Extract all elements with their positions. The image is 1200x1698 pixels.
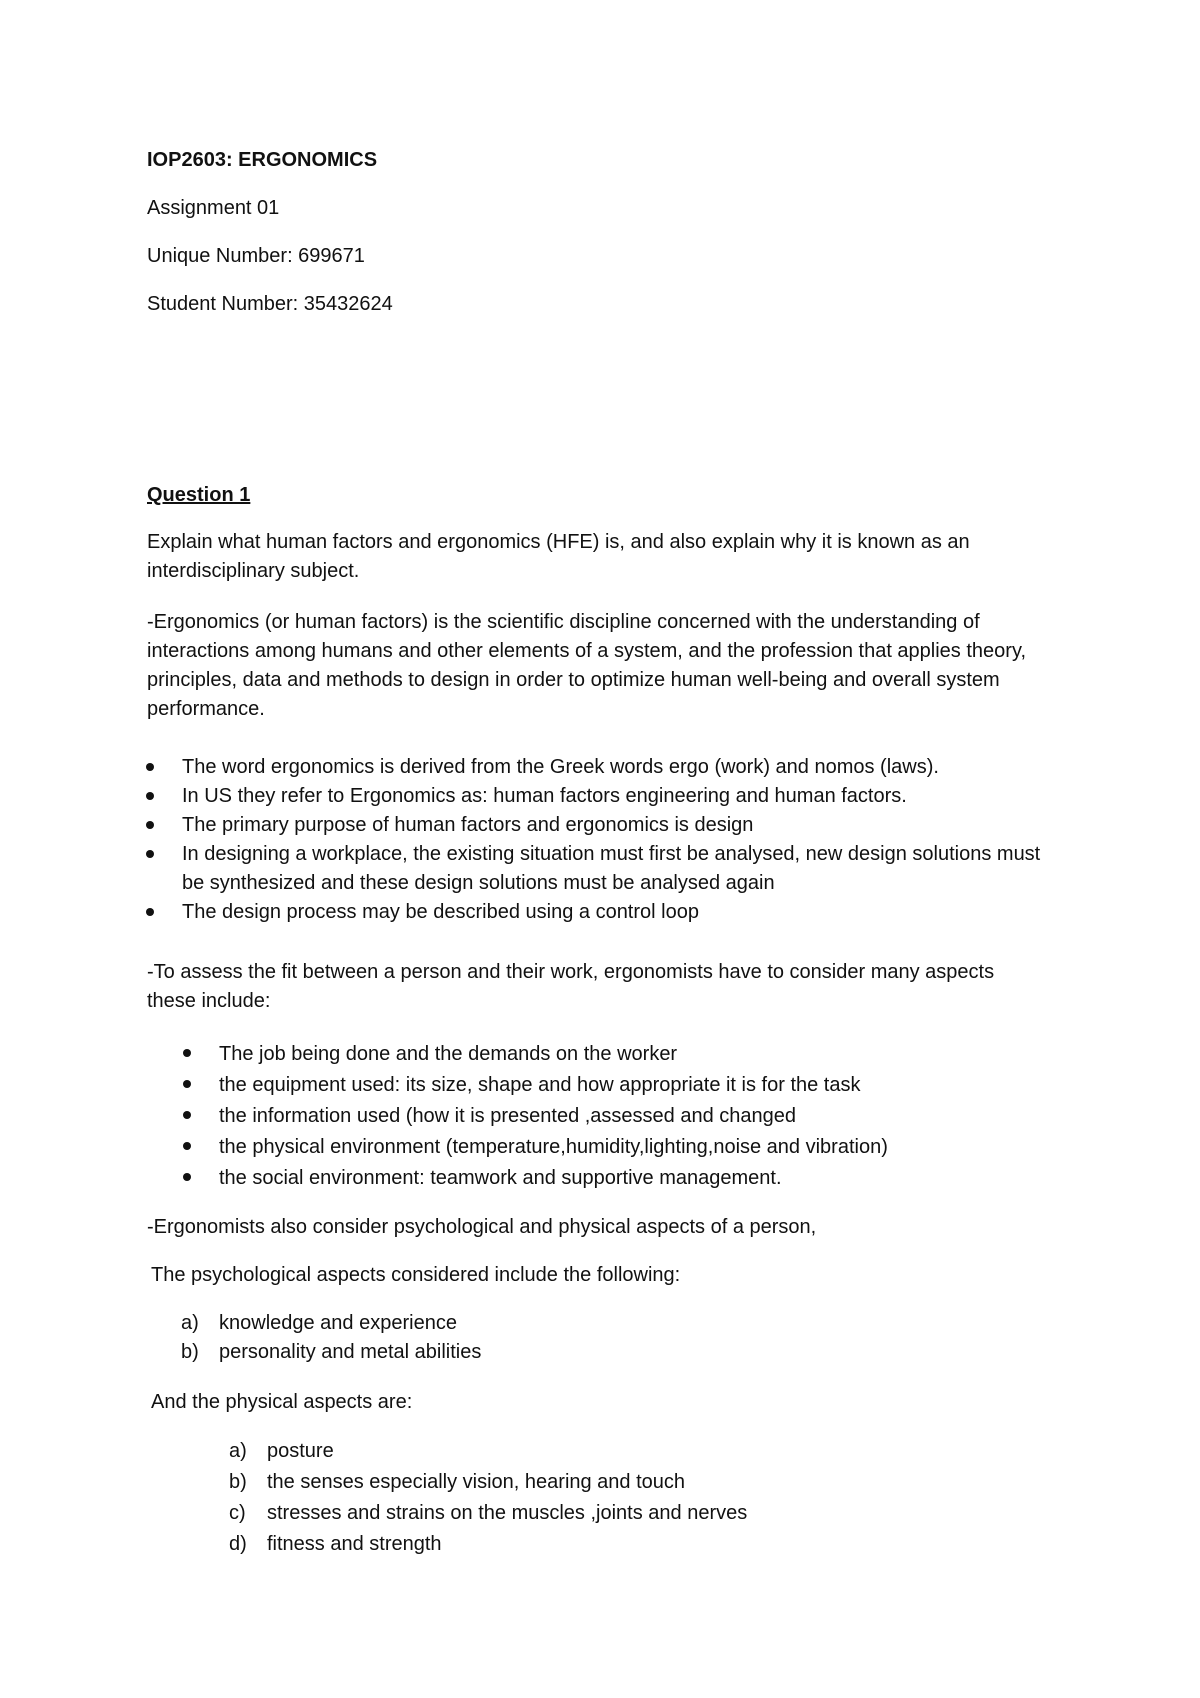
list-item (229, 1498, 1027, 1529)
fit-intro-paragraph: -To assess the fit between a person and their work, ergonomists have to consider many aspects these include: (147, 961, 995, 1012)
list-marker: b) (229, 1471, 247, 1493)
list-item-text: posture (267, 1440, 334, 1462)
question-text: Explain what human factors and ergonomics (HFE) is, and also explain why it is known as an interdisciplinary subject. (147, 531, 970, 582)
list-item-text: knowledge and experience (219, 1312, 457, 1334)
list-item: In US they refer to Ergonomics as: human factors engineering and human factors. (182, 782, 1062, 811)
assignment-label: Assignment 01 (147, 197, 280, 219)
question-heading: Question 1 (147, 484, 251, 506)
list-item: In designing a workplace, the existing situation must first be analysed, new design solutions must be synthesized and these design solutions must be analysed again (182, 840, 1062, 898)
psych-list (181, 1309, 1019, 1367)
bullet-list-1 (182, 753, 1062, 927)
list-item (229, 1529, 1027, 1560)
list-item-text: fitness and strength (267, 1533, 442, 1555)
also-consider-paragraph: -Ergonomists also consider psychological and physical aspects of a person, (147, 1216, 817, 1238)
list-item (229, 1436, 1027, 1467)
unique-number: Unique Number: 699671 (147, 245, 365, 267)
list-item (181, 1309, 1019, 1338)
bullet-list-2 (219, 1039, 1059, 1194)
list-marker: a) (229, 1440, 247, 1462)
student-number: Student Number: 35432624 (147, 293, 393, 315)
list-marker: d) (229, 1533, 247, 1555)
list-item (181, 1338, 1019, 1367)
phys-list (229, 1436, 1027, 1560)
list-item-text: the senses especially vision, hearing and touch (267, 1471, 686, 1493)
definition-paragraph: -Ergonomics (or human factors) is the scientific discipline concerned with the understanding of interactions among humans and other elements of a system, and the profession that applies theory, principles, data and methods to design in order to optimize human well-being and overall system performance. (147, 611, 1027, 720)
list-item: The word ergonomics is derived from the Greek words ergo (work) and nomos (laws). (182, 753, 1062, 782)
list-item: the social environment: teamwork and supportive management. (219, 1163, 1059, 1194)
list-item: the physical environment (temperature,humidity,lighting,noise and vibration) (219, 1132, 1059, 1163)
list-item: The job being done and the demands on the worker (219, 1039, 1059, 1070)
list-item: the information used (how it is presented ,assessed and changed (219, 1101, 1059, 1132)
document-title: IOP2603: ERGONOMICS (147, 149, 378, 171)
list-marker: a) (181, 1312, 199, 1334)
list-marker: b) (181, 1341, 199, 1363)
list-item-text: personality and metal abilities (219, 1341, 482, 1363)
phys-intro: And the physical aspects are: (151, 1391, 413, 1413)
list-item (229, 1467, 1027, 1498)
list-item: The primary purpose of human factors and ergonomics is design (182, 811, 1062, 840)
list-item: The design process may be described using a control loop (182, 898, 1062, 927)
list-item: the equipment used: its size, shape and how appropriate it is for the task (219, 1070, 1059, 1101)
psych-intro: The psychological aspects considered include the following: (151, 1264, 681, 1286)
list-marker: c) (229, 1502, 246, 1524)
list-item-text: stresses and strains on the muscles ,joints and nerves (267, 1502, 748, 1524)
